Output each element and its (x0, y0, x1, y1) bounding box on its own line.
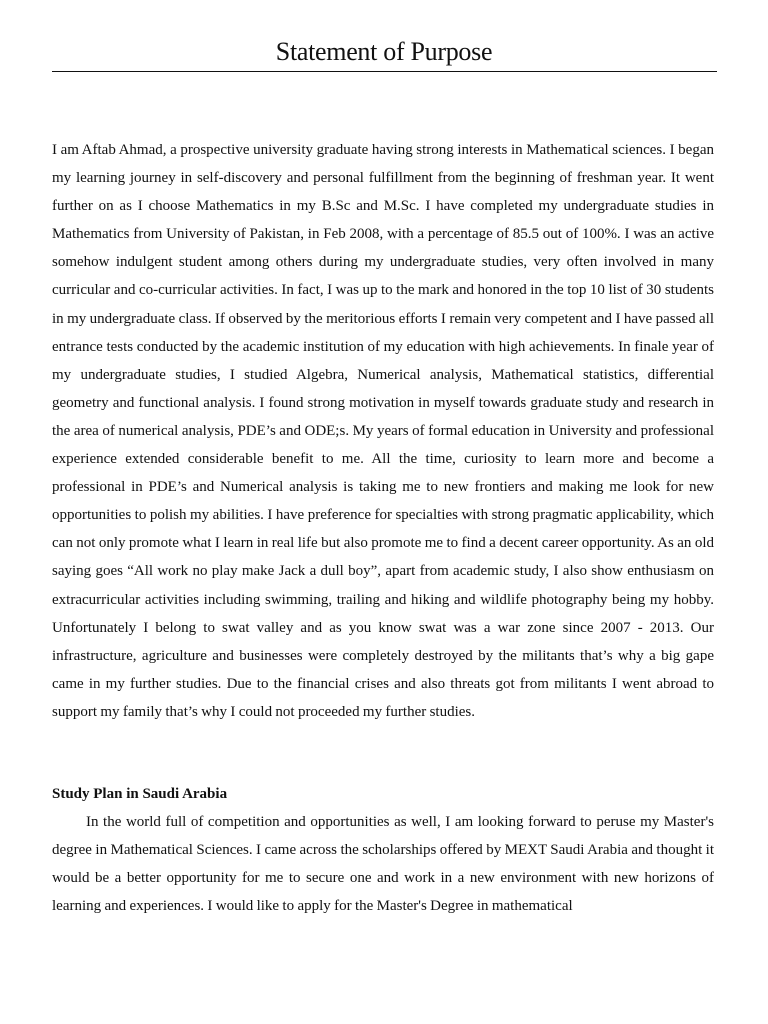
document-title: Statement of Purpose (275, 37, 493, 66)
study-plan-paragraph: In the world full of competition and opportunities as well, I am looking forward to peruse my Master's degree in Mathematical Sciences. I came across the scholarships offered by MEXT Saudi Arabia and thought it would be a better opportunity for me to secure one and work in a new environment with new horizons of learning and experiences. I would like to apply for the Master's Degree in mathematical (52, 814, 714, 915)
title-underline (52, 71, 717, 72)
section-heading-study-plan: Study Plan in Saudi Arabia (52, 786, 228, 802)
intro-paragraph: I am Aftab Ahmad, a prospective university graduate having strong interests in Mathematical sciences. I began my learning journey in self-discovery and personal fulfillment from the beginning of freshman year. It went further on as I choose Mathematics in my B.Sc and M.Sc. I have completed my undergraduate studies in Mathematics from University of Pakistan, in Feb 2008, with a percentage of 85.5 out of 100%. I was an active somehow indulgent student among others during my undergraduate studies, very often involved in many curricular and co-curricular activities. In fact, I was up to the mark and honored in the top 10 list of 30 students in my undergraduate class. If observed by the meritorious efforts I remain very competent and I have passed all entrance tests conducted by the academic institution of my education with high achievements. In finale year of my undergraduate studies, I studied Algebra, Numerical analysis, Mathematical statistics, differential geometry and functional analysis. I found strong motivation in myself towards graduate study and research in the area of numerical analysis, PDE’s and ODE;s. My years of formal education in University and professional experience extended considerable benefit to me. All the time, curiosity to learn more and become a professional in PDE’s and Numerical analysis is taking me to new frontiers and making me look for new opportunities to polish my abilities. I have preference for specialties with strong pragmatic applicability, which can not only promote what I learn in real life but also promote me to find a decent career opportunity. As an old saying goes “All work no play make Jack a dull boy”, apart from academic study, I also show enthusiasm on extracurricular activities including swimming, trailing and hiking and wildlife photography being my hobby. Unfortunately I belong to swat valley and as you know swat was a war zone since 2007 - 2013. Our infrastructure, agriculture and businesses were completely destroyed by the militants that’s why a big gape came in my further studies. Due to the financial crises and also threats got from militants I went abroad to support my family that’s why I could not proceeded my further studies. (52, 142, 714, 720)
